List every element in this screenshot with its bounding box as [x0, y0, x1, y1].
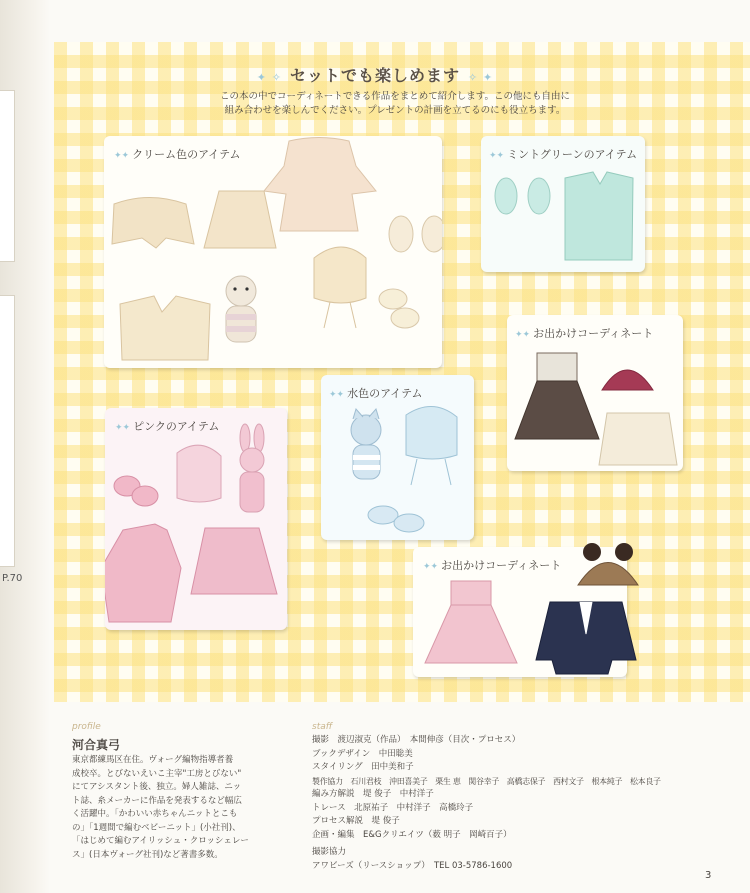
star-icon: ✦✦ — [329, 390, 345, 400]
cream-jacket — [599, 413, 677, 465]
star-icon: ✦✦ — [515, 330, 531, 340]
cream-mittens — [389, 216, 442, 252]
star-icon: ✦✦ — [114, 151, 130, 161]
panel-cream-items — [104, 136, 442, 368]
panel-label: ✦✦ お出かけコーディネート — [515, 327, 654, 340]
cream-dress — [264, 138, 376, 232]
star-deco-icon: ✦ ✧ — [256, 71, 282, 84]
bear-ear-hat — [578, 543, 638, 585]
previous-page-edge — [0, 90, 15, 262]
cat-toy — [351, 409, 381, 479]
mint-items-illustration — [481, 136, 645, 272]
pink-booties — [114, 476, 158, 506]
pink-cardigan-dress — [105, 524, 181, 622]
navy-jacket — [536, 602, 636, 674]
star-icon: ✦✦ — [489, 151, 505, 161]
author-name: 河合真弓 — [72, 738, 121, 752]
pink-top — [191, 528, 277, 594]
blue-bonnet — [406, 406, 457, 485]
navy-outfit-illustration — [532, 540, 652, 680]
page-title: ✦ ✧ セットでも楽しめます ✧ ✦ — [256, 66, 494, 85]
cream-cardigan — [112, 198, 194, 249]
blue-booties — [368, 506, 424, 532]
previous-page-edge — [0, 295, 15, 567]
mint-mittens — [495, 178, 550, 214]
pink-dress — [425, 581, 517, 663]
mint-vest — [565, 172, 633, 260]
panel-label: ✦✦ クリーム色のアイテム — [114, 148, 241, 161]
bunny-toy — [240, 424, 264, 512]
page-number: 3 — [705, 870, 712, 881]
panel-outing-coordinate-1 — [507, 315, 683, 471]
panel-mint-items — [481, 136, 645, 272]
cream-bonnet — [314, 247, 366, 328]
outing1-illustration — [507, 315, 683, 471]
cream-items-illustration — [104, 136, 442, 368]
cream-vest — [120, 296, 210, 360]
star-icon: ✦✦ — [423, 562, 439, 572]
staff-credits: 撮影 渡辺淑克（作品） 本間伸彦（目次・プロセス） ブックデザイン 中田聡美 スタイリング 田中美和子 製作協力 石川君枝 沖田喜美子 栗生 恵 関谷幸子 高橋志保子 西村文子 根本純子 松本良子 編み方解説 堤 俊子 中村洋子 トレース 北原祐子 中村洋子 高橋玲子 プロセス解説 堤 俊子 企画・編集 E&Gクリエイツ（薮 明子 岡崎百子） — [312, 735, 661, 840]
shooting-cooperation: 撮影協力 アワビーズ（リースショップ） TEL 03-5786-1600 — [312, 847, 513, 871]
panel-label: ✦✦ 水色のアイテム — [329, 387, 423, 400]
pink-items-illustration — [105, 408, 287, 630]
red-hat — [602, 370, 653, 390]
panel-label: ✦✦ お出かけコーディネート — [423, 559, 562, 572]
page-reference: P.70 — [2, 573, 23, 584]
cream-top — [204, 191, 276, 248]
panel-label: ✦✦ ミントグリーンのアイテム — [489, 148, 638, 161]
brown-dress — [515, 353, 599, 439]
pink-bonnet — [177, 445, 221, 502]
author-bio: 東京都練馬区在住。ヴォーグ編物指導者養 成校卒。とびないえいこ主宰"工房とびない" にてアシスタント後、独立。婦人雑誌、ニッ ト誌、糸メーカーに作品を発表するなど幅広 く活躍中。「かわいい赤ちゃんニットとこも の」「1週間で編むベビーニット」(小社刊)、 「はじめて編むアイリッシュ・クロッシェレー ス」(日本ヴォーグ社刊)など著書多数。 — [72, 755, 249, 860]
light-blue-items-illustration — [321, 375, 474, 540]
star-icon: ✦✦ — [115, 423, 131, 433]
profile-heading: profile — [72, 722, 101, 732]
panel-label: ✦✦ ピンクのアイテム — [115, 420, 220, 433]
intro-text: この本の中でコーディネートできる作品をまとめて紹介します。この他にも自由に 組み合わせを楽しんでください。プレゼントの計画を立てるのにも役立ちます。 — [220, 91, 570, 116]
staff-heading: staff — [312, 722, 333, 732]
panel-light-blue-items — [321, 375, 474, 540]
panel-pink-items — [105, 408, 287, 630]
star-deco-icon: ✧ ✦ — [468, 71, 494, 84]
bear-toy — [226, 276, 256, 342]
cream-booties — [379, 289, 419, 328]
